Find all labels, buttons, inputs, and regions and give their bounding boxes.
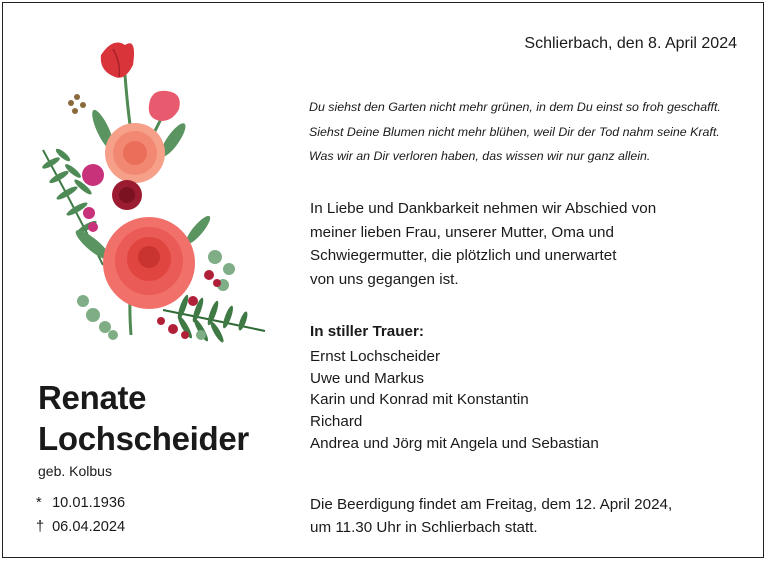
poem-line: Siehst Deine Blumen nicht mehr blühen, weil Dir der Tod nahm seine Kraft. xyxy=(309,124,720,139)
buds-cluster-icon xyxy=(68,94,86,114)
obituary-notice xyxy=(2,2,764,558)
death-cross-icon: † xyxy=(36,518,45,535)
poem-line: Was wir an Dir verloren haben, das wissen wir nur ganz allein. xyxy=(309,149,651,163)
deceased-first-name: Renate xyxy=(38,379,147,416)
funeral-line: Die Beerdigung findet am Freitag, dem 12. April 2024, xyxy=(310,496,673,513)
farewell-line: meiner lieben Frau, unserer Mutter, Oma und xyxy=(310,223,614,241)
place-and-date: Schlierbach, den 8. April 2024 xyxy=(524,35,737,52)
mourner-name: Uwe und Markus xyxy=(310,369,424,387)
deceased-last-name: Lochscheider xyxy=(38,420,249,457)
life-dates xyxy=(36,492,125,539)
mourner-name: Karin und Konrad mit Konstantin xyxy=(310,391,529,409)
mourner-name: Andrea und Jörg mit Angela und Sebastian xyxy=(310,434,599,452)
memorial-poem xyxy=(309,95,759,169)
red-tulip-icon xyxy=(101,43,134,78)
death-date: 06.04.2024 xyxy=(52,518,126,535)
death-date-row xyxy=(36,516,125,540)
farewell-line: Schwiegermutter, die plötzlich und unerwartet xyxy=(310,247,617,264)
birth-star-icon: * xyxy=(36,495,42,511)
mourners-list xyxy=(310,321,730,455)
funeral-line: um 11.30 Uhr in Schlierbach statt. xyxy=(310,519,538,536)
pink-tulip-icon xyxy=(149,91,180,121)
peach-carnation-icon xyxy=(105,123,165,183)
dark-red-carnation-icon xyxy=(112,180,142,210)
birth-date-row xyxy=(36,492,125,516)
funeral-details xyxy=(310,493,750,539)
deceased-name xyxy=(38,377,249,459)
flower-bouquet-illustration xyxy=(33,35,273,355)
farewell-line: In Liebe und Dankbarkeit nehmen wir Abschied von xyxy=(310,200,657,217)
mourner-name: Richard xyxy=(310,413,363,431)
fern-bottom-icon xyxy=(163,294,265,344)
mourner-name: Ernst Lochscheider xyxy=(310,347,441,365)
maiden-name: geb. Kolbus xyxy=(38,463,112,479)
mourners-heading: In stiller Trauer: xyxy=(310,323,424,340)
farewell-text xyxy=(310,197,730,291)
poem-line: Du siehst den Garten nicht mehr grünen, in dem Du einst so froh geschafft. xyxy=(309,100,721,114)
pink-rose-icon xyxy=(103,217,195,309)
birth-date: 10.01.1936 xyxy=(52,495,126,511)
farewell-line: von uns gegangen ist. xyxy=(310,270,459,288)
